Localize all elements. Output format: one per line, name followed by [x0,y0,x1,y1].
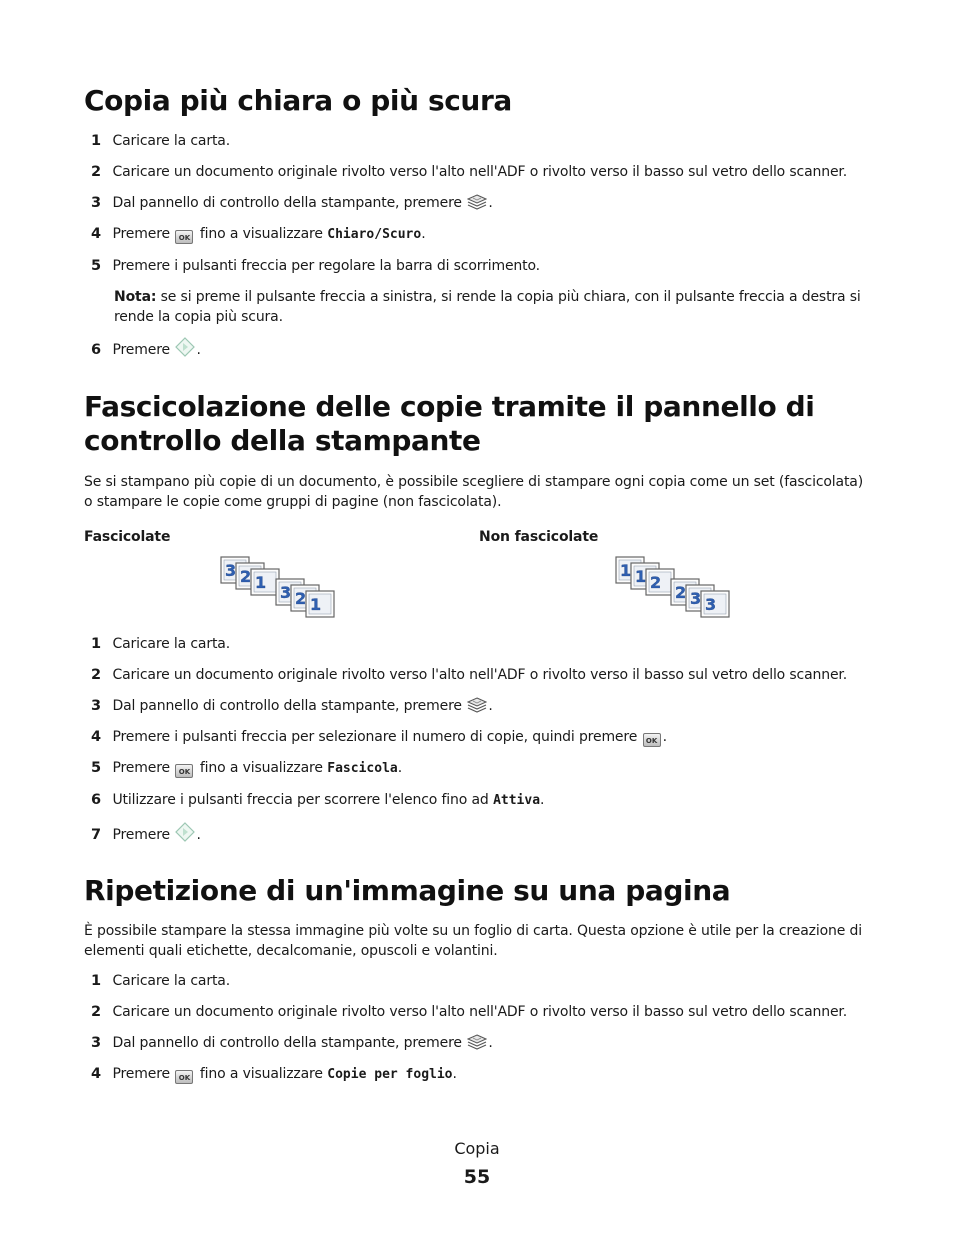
copy-icon [467,697,487,719]
uncollated-page-number: 2 [675,583,687,602]
step-5: 5 Premere i pulsanti freccia per regolare la barra di scorrimento. [90,258,540,274]
repeat-image-intro: È possibile stampare la stessa immagine più volte su un foglio di carta. Questa opzione è utile per la creazione di elementi quali etichette, decalcomanie, opuscoli e volantini. [84,923,862,959]
collated-page [306,591,334,617]
collated-illustration [219,555,339,623]
collated-page-number: 3 [225,561,237,580]
step-2: 2 Caricare un documento originale rivolto verso l'alto nell'ADF o rivolto verso il basso sul vetro dello scanner. [90,667,848,683]
collated-label: Fascicolate [84,529,171,545]
step-1: 1 Caricare la carta. [90,973,231,989]
ok-button-icon: OK [175,230,193,244]
ok-button-icon: OK [175,764,193,778]
step-6: 6 Premere . [84,337,884,363]
menu-option-code: Attiva [493,793,541,808]
menu-option-code: Chiaro/Scuro [327,227,422,242]
uncollated-page-number: 2 [650,573,662,592]
collated-page-number: 2 [240,567,252,586]
note-label: Nota: [114,289,157,305]
uncollated-illustration [614,555,734,623]
collated-page-number: 3 [280,583,292,602]
step-3: 3 Dal pannello di controllo della stampante, premere . [84,1033,884,1056]
uncollated-page-number: 3 [705,595,717,614]
note-text: se si preme il pulsante freccia a sinistra, si rende la copia più chiara, con il pulsante freccia a destra si rende la copia più scura. [114,289,861,325]
page-number: 55 [463,1166,491,1188]
step-7: 7 Premere . [84,822,884,848]
uncollated-page-number: 3 [690,589,702,608]
step-2: 2 Caricare un documento originale rivolto verso l'alto nell'ADF o rivolto verso il basso sul vetro dello scanner. [90,1004,848,1020]
step-2: 2 Caricare un documento originale rivolto verso l'alto nell'ADF o rivolto verso il basso sul vetro dello scanner. [90,164,848,180]
uncollated-page [646,569,674,595]
collated-page-number: 1 [310,595,322,614]
start-icon [175,337,195,363]
collated-page-number: 2 [295,589,307,608]
step-3: 3 Dal pannello di controllo della stampante, premere . [84,696,884,719]
uncollated-page [701,591,729,617]
footer-chapter-label: Copia [454,1139,500,1158]
step-1: 1 Caricare la carta. [90,133,231,149]
ok-button-icon: OK [643,733,661,747]
collation-intro: Se si stampano più copie di un documento, è possibile scegliere di stampare ogni copia come un set (fascicolata) o stampare le copie come gruppi di pagine (non fascicolata). [84,474,864,510]
step-4: 4 Premere OK fino a visualizzare Chiaro/Scuro. [90,226,426,242]
collated-page-number: 1 [255,573,267,592]
section-title-collation: Fascicolazione delle copie tramite il pannello di controllo della stampante [84,390,815,457]
step-3: 3 Dal pannello di controllo della stampante, premere . [84,193,884,216]
step-1: 1 Caricare la carta. [90,636,231,652]
step-4: 4 Premere i pulsanti freccia per selezionare il numero di copie, quindi premere OK . [90,729,667,745]
collated-page [251,569,279,595]
note [114,287,874,327]
uncollated-label: Non fascicolate [479,529,599,545]
step-4: 4 Premere OK fino a visualizzare Copie per foglio. [90,1066,457,1082]
menu-option-code: Copie per foglio [327,1067,453,1082]
copy-icon [467,194,487,216]
step-5: 5 Premere OK fino a visualizzare Fascicola. [90,760,403,776]
uncollated-page-number: 1 [635,567,647,586]
uncollated-page-number: 1 [620,561,632,580]
menu-option-code: Fascicola [327,761,398,776]
copy-icon [467,1034,487,1056]
start-icon [175,822,195,848]
section-title-lighter-darker: Copia più chiara o più scura [84,84,512,117]
ok-button-icon: OK [175,1070,193,1084]
step-6: 6 Utilizzare i pulsanti freccia per scorrere l'elenco fino ad Attiva. [90,792,545,808]
section-title-repeat-image: Ripetizione di un'immagine su una pagina [84,874,731,907]
